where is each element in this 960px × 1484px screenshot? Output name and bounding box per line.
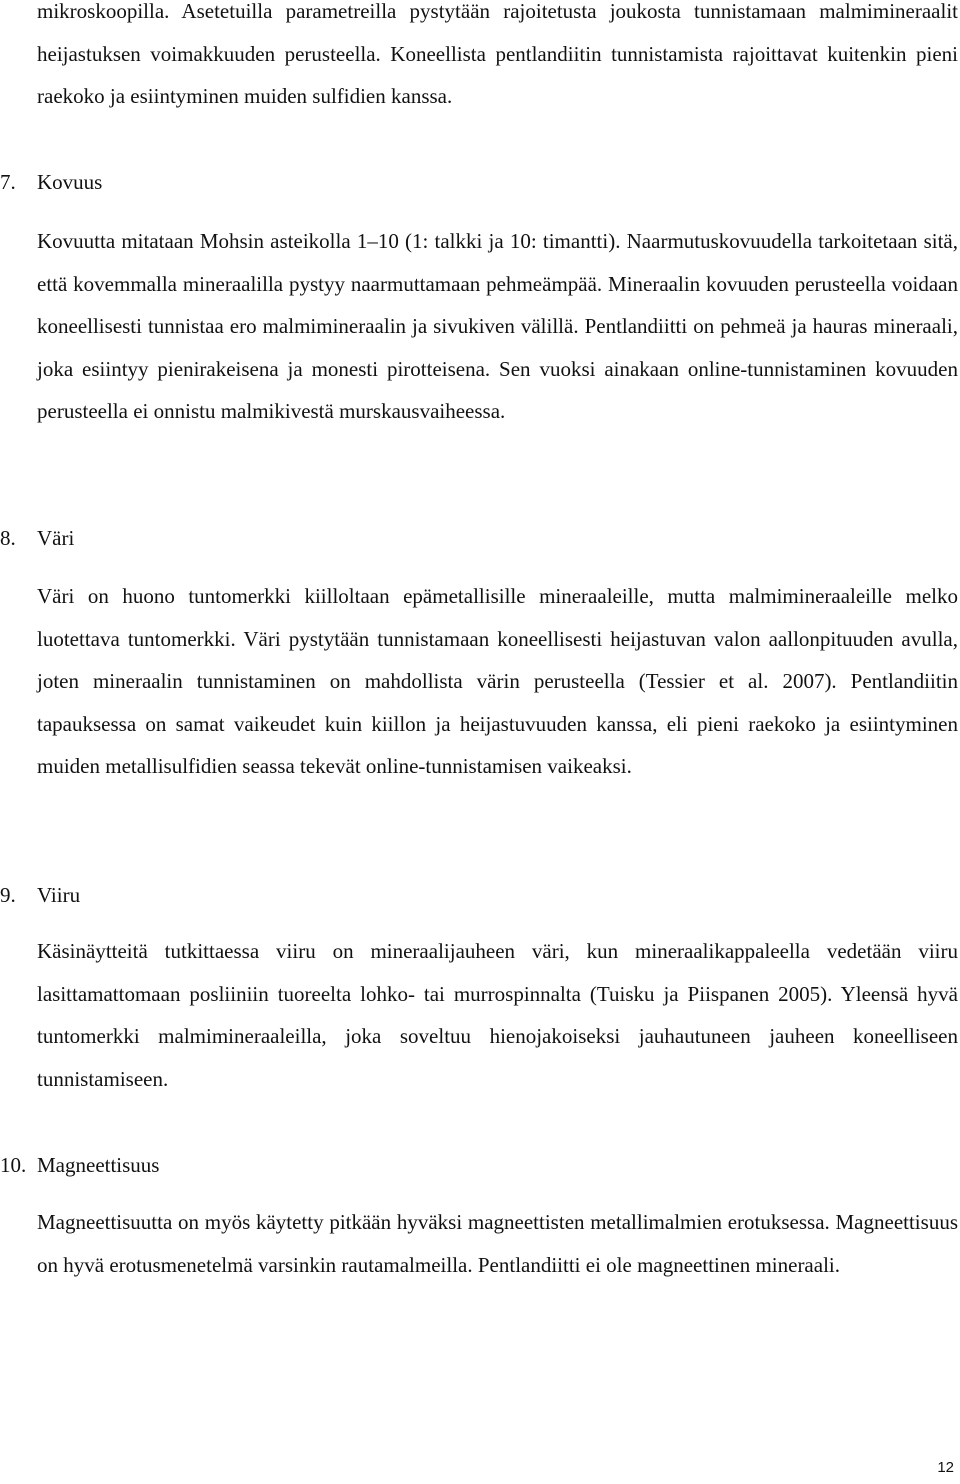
section-body-vari: Väri on huono tuntomerkki kiilloltaan epämetallisille mineraaleille, mutta malmimineraaleille melko luotettava tuntomerkki. Väri pystytään tunnistamaan koneellisesti heijastuvan valon aallonpituuden avulla, joten mineraalin tunnistaminen on mahdollista värin perusteella (Tessier et al. 2007). Pentlandiitin tapauksessa on samat vaikeudet kuin kiillon ja heijastuvuuden kanssa, eli pieni raekoko ja esiintyminen muiden metallisulfidien seassa tekevät online-tunnistamisen vaikeaksi. — [37, 584, 958, 778]
section-number: 10. — [0, 1153, 27, 1177]
page-number: 12 — [937, 1459, 954, 1476]
intro-paragraph: mikroskoopilla. Asetetuilla parametreilla pystytään rajoitetusta joukosta tunnistamaan malmimineraalit heijastuksen voimakkuuden perusteella. Koneellista pentlandiitin tunnistamista rajoittavat kuitenkin pieni raekoko ja esiintyminen muiden sulfidien kanssa. — [37, 0, 958, 108]
section-title: Väri — [37, 526, 75, 550]
section-number: 9. — [0, 883, 16, 907]
section-number: 8. — [0, 526, 16, 550]
section-title: Kovuus — [37, 170, 103, 194]
section-body-magneettisuus: Magneettisuutta on myös käytetty pitkään hyväksi magneettisten metallimalmien erotuksessa. Magneettisuus on hyvä erotusmenetelmä varsinkin rautamalmeilla. Pentlandiitti ei ole magneettinen mineraali. — [37, 1210, 958, 1277]
section-number: 7. — [0, 170, 16, 194]
section-body-kovuus: Kovuutta mitataan Mohsin asteikolla 1–10 (1: talkki ja 10: timantti). Naarmutuskovuudella tarkoitetaan sitä, että kovemmalla mineraalilla pystyy naarmuttamaan pehmeämpää. Mineraalin kovuuden perusteella voidaan koneellisesti tunnistaa ero malmimineraalin ja sivukiven välillä. Pentlandiitti on pehmeä ja hauras mineraali, joka esiintyy pienirakeisena ja monesti pirotteisena. Sen vuoksi ainakaan online-tunnistaminen kovuuden perusteella ei onnistu malmikivestä murskausvaiheessa. — [37, 229, 958, 423]
section-title: Magneettisuus — [37, 1153, 160, 1177]
section-body-viiru: Käsinäytteitä tutkittaessa viiru on mineraalijauheen väri, kun mineraalikappaleella vedetään viiru lasittamattomaan posliiniin tuoreelta lohko- tai murrospinnalta (Tuisku ja Piispanen 2005). Yleensä hyvä tuntomerkki malmimineraaleilla, joka soveltuu hienojakoiseksi jauhautuneen jauheen koneelliseen tunnistamiseen. — [37, 939, 958, 1091]
section-title: Viiru — [37, 883, 81, 907]
